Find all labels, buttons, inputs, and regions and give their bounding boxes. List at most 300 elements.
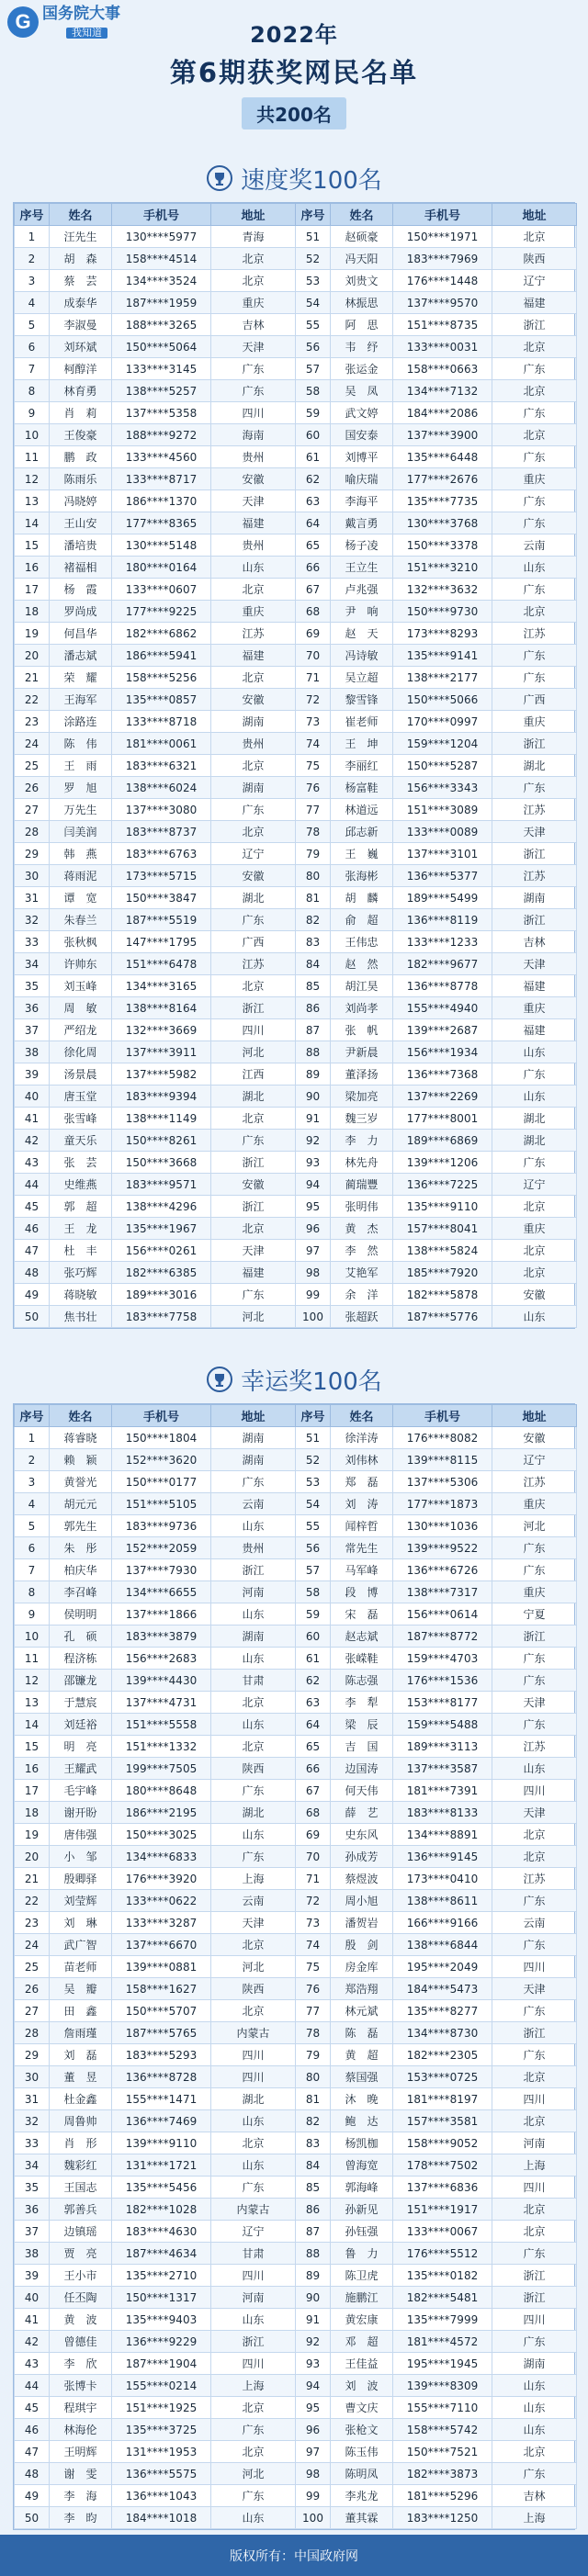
table-row [15,1912,577,1934]
table-row [15,468,577,490]
cell-phone: 138****5257 [112,380,211,402]
cell-area: 贵州 [211,446,296,468]
cell-area: 浙江 [211,997,296,1019]
cell-no: 31 [15,2088,50,2110]
cell-name: 唐玉堂 [50,1086,112,1108]
cell-area: 北京 [492,380,577,402]
cell-no: 34 [15,953,50,975]
cell-no: 54 [296,292,331,314]
cell-area: 山东 [211,1648,296,1670]
cell-name: 刘玉峰 [50,975,112,997]
cell-name: 陈雨乐 [50,468,112,490]
cell-name: 徐洋涛 [331,1427,393,1449]
cell-name: 刘环斌 [50,336,112,358]
cell-name: 吴立超 [331,667,393,689]
cell-phone: 136****8728 [112,2066,211,2088]
cell-area: 山东 [211,2309,296,2331]
cell-phone: 131****1953 [112,2441,211,2463]
cell-no: 25 [15,755,50,777]
cell-name: 吉 国 [331,1736,393,1758]
cell-phone: 137****4731 [112,1692,211,1714]
cell-name: 孔 硕 [50,1625,112,1648]
cell-no: 2 [15,1449,50,1471]
cell-no: 50 [15,2507,50,2529]
cell-no: 81 [296,887,331,909]
cell-no: 11 [15,446,50,468]
cell-phone: 151****8735 [393,314,492,336]
cell-no: 42 [15,1130,50,1152]
cell-area: 安徽 [492,1427,577,1449]
cell-name: 薛 艺 [331,1802,393,1824]
cell-no: 23 [15,711,50,733]
cell-name: 闫美润 [50,821,112,843]
cell-phone: 195****2049 [393,1956,492,1978]
cell-no: 26 [15,777,50,799]
cell-no: 24 [15,1934,50,1956]
speed-award-section [0,154,588,1329]
cell-name: 卢兆强 [331,579,393,601]
cell-area: 广东 [492,1559,577,1581]
cell-name: 赵 然 [331,953,393,975]
table-header-row [15,204,577,226]
cell-area: 上海 [211,2375,296,2397]
cell-no: 47 [15,2441,50,2463]
col-header-no: 序号 [15,204,50,226]
cell-name: 王山安 [50,512,112,534]
cell-no: 33 [15,931,50,953]
cell-name: 蔺瑞豐 [331,1174,393,1196]
table-row [15,2397,577,2419]
cell-name: 孙钰强 [331,2221,393,2243]
cell-name: 赵硕豪 [331,226,393,248]
cell-name: 刘 波 [331,2375,393,2397]
table-row [15,1284,577,1306]
table-row [15,1152,577,1174]
cell-area: 山东 [211,1603,296,1625]
cell-area: 湖南 [492,2353,577,2375]
cell-phone: 187****8772 [393,1625,492,1648]
cell-area: 福建 [211,1262,296,1284]
cell-phone: 151****6478 [112,953,211,975]
cell-area: 广东 [492,1152,577,1174]
cell-no: 26 [15,1978,50,2000]
table-row [15,2066,577,2088]
cell-name: 黄 杰 [331,1218,393,1240]
cell-phone: 136****8778 [393,975,492,997]
cell-no: 84 [296,2154,331,2177]
cell-no: 52 [296,1449,331,1471]
cell-area: 甘肃 [211,1670,296,1692]
cell-phone: 138****1149 [112,1108,211,1130]
cell-area: 浙江 [492,2022,577,2044]
cell-no: 37 [15,1019,50,1041]
cell-area: 天津 [211,490,296,512]
cell-area: 海南 [211,424,296,446]
cell-phone: 187****1959 [112,292,211,314]
cell-name: 朱春兰 [50,909,112,931]
cell-phone: 147****1795 [112,931,211,953]
cell-no: 85 [296,975,331,997]
page-title: 第6期获奖网民名单 [169,57,419,88]
cell-name: 汤景晨 [50,1063,112,1086]
cell-name: 梁加亮 [331,1086,393,1108]
cell-no: 62 [296,1670,331,1692]
cell-area: 广东 [492,579,577,601]
table-row [15,1603,577,1625]
cell-phone: 135****9141 [393,645,492,667]
table-row [15,1648,577,1670]
cell-area: 天津 [492,953,577,975]
cell-phone: 137****7930 [112,1559,211,1581]
cell-phone: 187****5765 [112,2022,211,2044]
cell-no: 44 [15,1174,50,1196]
table-row [15,1218,577,1240]
table-row [15,1196,577,1218]
cell-area: 陕西 [492,248,577,270]
cell-name: 王明辉 [50,2441,112,2463]
cell-area: 安徽 [211,689,296,711]
cell-phone: 181****4572 [393,2331,492,2353]
cell-no: 97 [296,2441,331,2463]
cell-phone: 173****5715 [112,865,211,887]
cell-area: 北京 [211,270,296,292]
table-row [15,711,577,733]
cell-area: 山东 [211,2507,296,2529]
cell-no: 70 [296,1846,331,1868]
cell-name: 黄 超 [331,2044,393,2066]
cell-phone: 189****3113 [393,1736,492,1758]
cell-area: 北京 [211,1736,296,1758]
cell-area: 吉林 [492,2485,577,2507]
cell-no: 15 [15,534,50,557]
cell-phone: 134****6655 [112,1581,211,1603]
cell-phone: 181****8197 [393,2088,492,2110]
table-row [15,380,577,402]
cell-phone: 135****2710 [112,2265,211,2287]
cell-phone: 183****9736 [112,1515,211,1537]
cell-no: 71 [296,1868,331,1890]
cell-area: 广东 [492,1890,577,1912]
cell-area: 山东 [211,557,296,579]
cell-name: 李 然 [331,1240,393,1262]
cell-no: 17 [15,1780,50,1802]
cell-phone: 153****8177 [393,1692,492,1714]
cell-phone: 131****1721 [112,2154,211,2177]
table-row [15,975,577,997]
cell-name: 王俊豪 [50,424,112,446]
cell-name: 吴 凤 [331,380,393,402]
cell-phone: 137****5306 [393,1471,492,1493]
table-row [15,2287,577,2309]
cell-area: 北京 [211,2132,296,2154]
cell-name: 魏彩红 [50,2154,112,2177]
cell-phone: 150****7521 [393,2441,492,2463]
cell-no: 64 [296,512,331,534]
cell-no: 16 [15,557,50,579]
cell-area: 山东 [211,1515,296,1537]
cell-area: 重庆 [492,1581,577,1603]
cell-name: 周 敏 [50,997,112,1019]
cell-no: 54 [296,1493,331,1515]
cell-no: 16 [15,1758,50,1780]
cell-area: 广东 [211,1471,296,1493]
cell-no: 25 [15,1956,50,1978]
cell-phone: 135****9403 [112,2309,211,2331]
cell-area: 山东 [492,1758,577,1780]
cell-area: 北京 [211,667,296,689]
table-row [15,579,577,601]
cell-name: 何天伟 [331,1780,393,1802]
table-row [15,1306,577,1328]
cell-name: 褚福相 [50,557,112,579]
cell-area: 北京 [211,755,296,777]
cell-area: 山东 [492,2375,577,2397]
cell-phone: 176****1448 [393,270,492,292]
cell-phone: 135****0182 [393,2265,492,2287]
table-row [15,1262,577,1284]
cell-area: 湖北 [492,1108,577,1130]
cell-area: 北京 [211,2397,296,2419]
cell-phone: 133****1233 [393,931,492,953]
cell-no: 91 [296,1108,331,1130]
cell-no: 24 [15,733,50,755]
cell-no: 29 [15,843,50,865]
cell-area: 北京 [492,1846,577,1868]
table-row [15,1449,577,1471]
cell-no: 93 [296,2353,331,2375]
cell-name: 张海彬 [331,865,393,887]
cell-phone: 158****9052 [393,2132,492,2154]
cell-area: 山东 [492,1086,577,1108]
table-row [15,424,577,446]
table-row [15,2485,577,2507]
lucky-award-section [0,1355,588,2530]
cell-area: 四川 [211,2353,296,2375]
cell-no: 56 [296,1537,331,1559]
cell-no: 22 [15,689,50,711]
cell-phone: 150****3668 [112,1152,211,1174]
cell-phone: 152****2059 [112,1537,211,1559]
cell-area: 江苏 [492,865,577,887]
cell-no: 87 [296,2221,331,2243]
cell-name: 李丽红 [331,755,393,777]
cell-name: 李 犁 [331,1692,393,1714]
table-row [15,1086,577,1108]
cell-no: 52 [296,248,331,270]
cell-area: 河南 [492,2132,577,2154]
cell-area: 广东 [492,1063,577,1086]
speed-award-title: 速度奖100名 [241,166,382,195]
cell-name: 胡 麟 [331,887,393,909]
cell-no: 22 [15,1890,50,1912]
cell-name: 陈玉伟 [331,2441,393,2463]
cell-name: 侯明明 [50,1603,112,1625]
cell-no: 34 [15,2154,50,2177]
cell-no: 72 [296,689,331,711]
table-row [15,1956,577,1978]
cell-no: 42 [15,2331,50,2353]
cell-phone: 177****2676 [393,468,492,490]
cell-phone: 189****3016 [112,1284,211,1306]
cell-phone: 139****4430 [112,1670,211,1692]
cell-name: 周鲁帅 [50,2110,112,2132]
cell-no: 44 [15,2375,50,2397]
cell-name: 邓 超 [331,2331,393,2353]
table-row [15,953,577,975]
cell-no: 21 [15,667,50,689]
cell-no: 38 [15,1041,50,1063]
cell-name: 张嵘鞋 [331,1648,393,1670]
cell-no: 53 [296,270,331,292]
table-row [15,777,577,799]
cell-no: 45 [15,2397,50,2419]
cell-area: 陕西 [211,1978,296,2000]
cell-phone: 156****0261 [112,1240,211,1262]
cell-area: 山东 [492,557,577,579]
cell-phone: 184****2086 [393,402,492,424]
cell-name: 蔡国强 [331,2066,393,2088]
cell-name: 陈卫虎 [331,2265,393,2287]
cell-area: 江苏 [211,953,296,975]
cell-name: 肖 形 [50,2132,112,2154]
cell-no: 60 [296,424,331,446]
cell-area: 北京 [211,2000,296,2022]
table-row [15,1802,577,1824]
cell-name: 林振思 [331,292,393,314]
cell-name: 杜 丰 [50,1240,112,1262]
table-row [15,1824,577,1846]
cell-no: 80 [296,2066,331,2088]
cell-phone: 189****5499 [393,887,492,909]
cell-name: 成泰华 [50,292,112,314]
cell-phone: 181****7391 [393,1780,492,1802]
cell-name: 赵 天 [331,623,393,645]
table-row [15,733,577,755]
cell-no: 13 [15,1692,50,1714]
cell-area: 北京 [211,1108,296,1130]
cell-area: 四川 [211,1019,296,1041]
cell-name: 张 芸 [50,1152,112,1174]
cell-phone: 150****0177 [112,1471,211,1493]
cell-no: 91 [296,2309,331,2331]
cell-no: 11 [15,1648,50,1670]
cell-no: 96 [296,2419,331,2441]
cell-no: 35 [15,2177,50,2199]
cell-name: 童天乐 [50,1130,112,1152]
cell-area: 辽宁 [492,1449,577,1471]
cell-no: 49 [15,1284,50,1306]
cell-area: 湖北 [211,2088,296,2110]
cell-no: 43 [15,2353,50,2375]
cell-no: 12 [15,468,50,490]
cell-name: 郑 磊 [331,1471,393,1493]
cell-no: 23 [15,1912,50,1934]
table-row [15,2088,577,2110]
table-row [15,1581,577,1603]
table-row [15,667,577,689]
cell-name: 喻庆瑞 [331,468,393,490]
cell-no: 97 [296,1240,331,1262]
lucky-award-title: 幸运奖100名 [241,1367,382,1396]
table-row [15,997,577,1019]
cell-area: 广东 [492,2044,577,2066]
cell-name: 曾海宽 [331,2154,393,2177]
cell-no: 95 [296,2397,331,2419]
cell-no: 51 [296,226,331,248]
cell-area: 四川 [492,1956,577,1978]
cell-area: 广东 [492,446,577,468]
cell-phone: 199****7505 [112,1758,211,1780]
cell-name: 边国涛 [331,1758,393,1780]
table-row [15,2199,577,2221]
cell-phone: 133****3287 [112,1912,211,1934]
cell-name: 焦书壮 [50,1306,112,1328]
cell-name: 潘贺岩 [331,1912,393,1934]
cell-phone: 183****9394 [112,1086,211,1108]
cell-name: 谢 雯 [50,2463,112,2485]
cell-name: 王 巍 [331,843,393,865]
cell-name: 殷 剑 [331,1934,393,1956]
table-row [15,1559,577,1581]
cell-phone: 133****4560 [112,446,211,468]
cell-name: 殷卿驿 [50,1868,112,1890]
cell-no: 1 [15,226,50,248]
cell-phone: 183****7969 [393,248,492,270]
cell-name: 刘 磊 [50,2044,112,2066]
logo[interactable] [7,6,120,39]
table-row [15,314,577,336]
cell-area: 河北 [492,1515,577,1537]
table-row [15,490,577,512]
cell-area: 福建 [211,512,296,534]
cell-no: 51 [296,1427,331,1449]
table-row [15,512,577,534]
cell-phone: 135****8277 [393,2000,492,2022]
cell-no: 69 [296,623,331,645]
cell-no: 30 [15,865,50,887]
cell-no: 65 [296,534,331,557]
cell-name: 宋 磊 [331,1603,393,1625]
cell-no: 48 [15,1262,50,1284]
cell-no: 100 [296,1306,331,1328]
cell-phone: 176****1536 [393,1670,492,1692]
cell-no: 92 [296,2331,331,2353]
cell-area: 湖北 [211,887,296,909]
cell-no: 20 [15,645,50,667]
cell-no: 5 [15,314,50,336]
cell-area: 湖北 [492,1130,577,1152]
cell-area: 广西 [211,931,296,953]
cell-name: 吴 瓣 [50,1978,112,2000]
trophy-icon [206,164,233,192]
cell-phone: 137****3101 [393,843,492,865]
cell-name: 蔡 芸 [50,270,112,292]
cell-phone: 195****1945 [393,2353,492,2375]
cell-phone: 177****9225 [112,601,211,623]
cell-phone: 181****5296 [393,2485,492,2507]
cell-area: 广东 [492,1537,577,1559]
cell-name: 闻梓哲 [331,1515,393,1537]
cell-area: 广东 [492,1714,577,1736]
cell-name: 李召峰 [50,1581,112,1603]
cell-phone: 150****5064 [112,336,211,358]
table-row [15,2441,577,2463]
cell-name: 国安泰 [331,424,393,446]
cell-phone: 139****8309 [393,2375,492,2397]
cell-name: 王佳益 [331,2353,393,2375]
cell-no: 71 [296,667,331,689]
cell-name: 谢开盼 [50,1802,112,1824]
